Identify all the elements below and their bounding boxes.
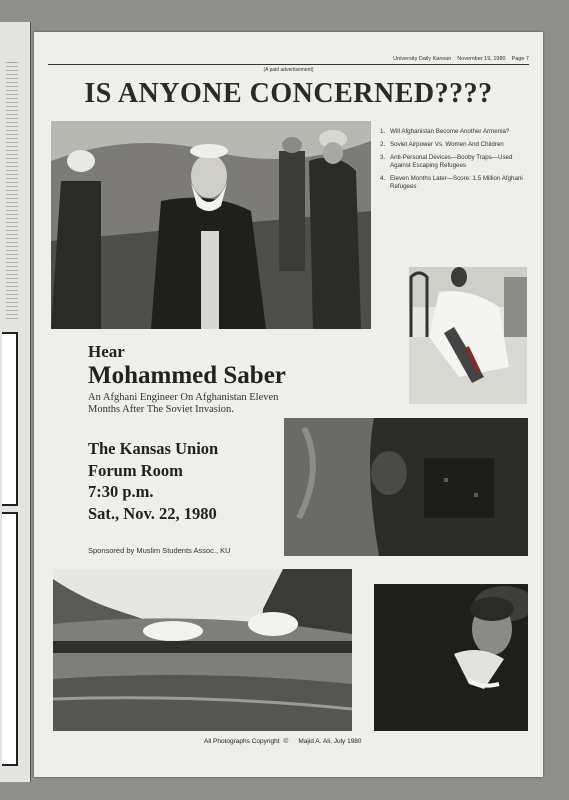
header-rule xyxy=(48,64,529,65)
list-item: 2. Soviet Airpower Vs. Women And Children xyxy=(380,141,504,148)
headline: IS ANYONE CONCERNED???? xyxy=(84,78,493,109)
speaker-name: Mohammed Saber xyxy=(88,362,286,389)
list-item: 3. Anti-Personal Devices—Booby Traps—Used Against Escaping Refugees xyxy=(380,154,513,169)
list-item: 4. Eleven Months Later—Score: 1.5 Million Afghani Refugees xyxy=(380,175,523,190)
adjacent-page-text xyxy=(6,62,18,322)
photo-credit xyxy=(204,738,362,745)
list-item: 1. Will Afghanistan Become Another Armenia? xyxy=(380,128,510,135)
event-details xyxy=(88,438,218,524)
event-date: Sat., Nov. 22, 1980 xyxy=(88,503,217,523)
paper-name: University Daily Kansan xyxy=(393,56,452,62)
photo-mountain-valley xyxy=(53,569,352,731)
adjacent-page-edge xyxy=(0,22,31,782)
copyright-text: All Photographs Copyright xyxy=(204,738,280,745)
adjacent-page-box xyxy=(2,332,18,506)
adjacent-page-box xyxy=(2,512,18,766)
paper-date: November 19, 1980 xyxy=(457,56,506,62)
photo-young-man xyxy=(374,584,528,731)
page-number: Page 7 xyxy=(511,56,529,62)
event-venue: The Kansas Union xyxy=(88,439,219,458)
event-room: Forum Room xyxy=(88,460,183,480)
photo-dark-interior xyxy=(284,418,528,556)
photographer-name: Majid A. Ali, July 1980 xyxy=(298,738,362,745)
photo-wounded-refugee xyxy=(409,267,527,404)
page-header xyxy=(387,56,529,62)
issue-list xyxy=(380,128,530,196)
speaker-description: An Afghani Engineer On Afghanistan Eleven Months After The Soviet Invasion. xyxy=(88,392,279,415)
paid-advertisement-note: (A paid advertisement) xyxy=(263,67,314,73)
event-time: 7:30 p.m. xyxy=(88,482,154,501)
hear-label: Hear xyxy=(88,342,125,361)
photo-afghan-men xyxy=(51,121,371,329)
copyright-icon: © xyxy=(283,738,289,745)
sponsor-note: Sponsored by Muslim Students Assoc., KU xyxy=(88,546,231,555)
newspaper-page xyxy=(34,32,543,777)
